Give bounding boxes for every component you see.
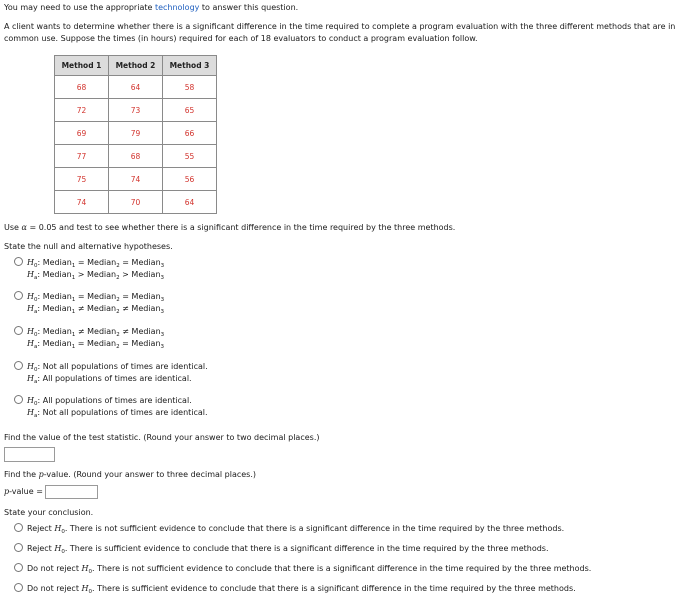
pvalue-label xyxy=(4,487,43,496)
subscript: 1 xyxy=(71,297,76,303)
table-cell: 73 xyxy=(109,99,163,122)
table-cell: 55 xyxy=(163,145,217,168)
table-row xyxy=(55,191,217,214)
h-symbol: H xyxy=(27,339,34,348)
subscript: 3 xyxy=(160,309,165,315)
alt-line xyxy=(27,374,192,383)
table-row xyxy=(55,122,217,145)
radio-button[interactable] xyxy=(14,523,23,532)
radio-button[interactable] xyxy=(14,257,23,266)
test-statistic-input[interactable] xyxy=(4,447,55,462)
subscript: 3 xyxy=(160,332,165,338)
operator: > xyxy=(122,270,129,279)
median-label: Median xyxy=(42,304,72,313)
radio-button[interactable] xyxy=(14,563,23,572)
table-cell: 58 xyxy=(163,76,217,99)
table-cell: 64 xyxy=(109,76,163,99)
pvalue-prompt-post: -value. (Round your answer to three decimal places.) xyxy=(43,470,257,479)
median-label: Median xyxy=(131,339,161,348)
subscript: 2 xyxy=(116,309,120,315)
null-line: $H_0$: Median$_1$ ≠ Median$_2$ ≠ Median$_3$ xyxy=(27,327,165,338)
option-text xyxy=(27,257,164,281)
table-cell: 56 xyxy=(163,168,217,191)
subscript: 0 xyxy=(88,589,92,595)
subscript: 0 xyxy=(33,297,38,303)
conclusion-post: . There is not sufficient evidence to conclude that there is a significant difference in the time required by the three methods. xyxy=(91,564,592,573)
subscript: 1 xyxy=(71,263,76,269)
technology-link[interactable]: technology xyxy=(154,3,200,12)
hypothesis-option-5[interactable] xyxy=(14,395,208,419)
alt-line xyxy=(27,408,208,417)
median-label: Median xyxy=(42,270,72,279)
median-label: Median xyxy=(42,339,72,348)
median-label: Median xyxy=(87,327,117,336)
subscript: a xyxy=(33,413,38,419)
option-text xyxy=(27,326,164,350)
alt-line: $H_a$: Median$_1$ = Median$_2$ = Median$_3$ xyxy=(27,339,165,350)
header-method-3: Method 3 xyxy=(163,56,217,76)
subscript: 2 xyxy=(116,275,120,281)
subscript: 3 xyxy=(160,344,165,350)
alpha-symbol: α xyxy=(21,223,27,232)
subscript: 1 xyxy=(71,309,76,315)
radio-button[interactable] xyxy=(14,326,23,335)
operator: = xyxy=(77,258,85,267)
table-row xyxy=(55,76,217,99)
hypothesis-option-2[interactable] xyxy=(14,291,164,315)
median-label: Median xyxy=(131,270,161,279)
median-label: Median xyxy=(131,327,161,336)
table-cell: 64 xyxy=(163,191,217,214)
alt-line: $H_a$: Median$_1$ > Median$_2$ > Median$_3$ xyxy=(27,270,165,281)
subscript: 3 xyxy=(160,263,165,269)
table-cell: 69 xyxy=(55,122,109,145)
subscript: 2 xyxy=(116,263,120,269)
null-line: $H_0$: Median$_1$ = Median$_2$ = Median$_3$ xyxy=(27,258,165,269)
conclusion-pre: Do not reject xyxy=(27,584,82,593)
median-label: Median xyxy=(131,304,161,313)
table-cell: 72 xyxy=(55,99,109,122)
header-method-1: Method 1 xyxy=(55,56,109,76)
subscript: 1 xyxy=(71,332,76,338)
table-cell: 70 xyxy=(109,191,163,214)
conclusion-option-1[interactable] xyxy=(14,523,564,533)
h-symbol: H xyxy=(81,584,89,593)
median-label: Median xyxy=(131,258,161,267)
null-line xyxy=(27,396,192,405)
radio-button[interactable] xyxy=(14,291,23,300)
hypothesis-option-1[interactable] xyxy=(14,257,164,281)
median-label: Median xyxy=(87,339,117,348)
h-symbol: H xyxy=(27,292,34,301)
table-cell: 68 xyxy=(109,145,163,168)
table-header-row xyxy=(55,56,217,76)
operator: = xyxy=(77,339,85,348)
median-label: Median xyxy=(131,292,161,301)
subscript: 1 xyxy=(71,344,76,350)
hypotheses-prompt: State the null and alternative hypotheses. xyxy=(4,242,173,251)
pvalue-prompt-pre: Find the xyxy=(4,470,39,479)
conclusion-post: . There is not sufficient evidence to conclude that there is a significant difference in the time required by the three methods. xyxy=(64,524,565,533)
pvalue-label-text: -value = xyxy=(9,487,43,496)
table-cell: 68 xyxy=(55,76,109,99)
subscript: 0 xyxy=(61,529,65,535)
table-cell: 75 xyxy=(55,168,109,191)
median-label: Median xyxy=(87,292,117,301)
table-cell: 74 xyxy=(109,168,163,191)
table-cell: 66 xyxy=(163,122,217,145)
option-text xyxy=(27,361,208,385)
subscript: 0 xyxy=(61,549,65,555)
problem-line-1: A client wants to determine whether there is a significant difference in the time required to complete a program evaluation with the three different methods that are in xyxy=(4,22,676,31)
p-symbol: p xyxy=(4,487,10,496)
h-symbol: H xyxy=(27,304,34,313)
radio-button[interactable] xyxy=(14,395,23,404)
subscript: 3 xyxy=(160,275,165,281)
times-table xyxy=(54,55,217,214)
alpha-pre: Use xyxy=(4,223,22,232)
median-label: Median xyxy=(87,258,117,267)
conclusion-option-2[interactable] xyxy=(14,543,549,553)
table-row xyxy=(55,145,217,168)
table-cell: 77 xyxy=(55,145,109,168)
operator: > xyxy=(77,270,85,279)
hypothesis-option-3[interactable] xyxy=(14,326,164,350)
radio-button[interactable] xyxy=(14,543,23,552)
null-line xyxy=(27,362,208,371)
hypothesis-option-4[interactable] xyxy=(14,361,208,385)
h-symbol: H xyxy=(27,270,34,279)
subscript: 0 xyxy=(33,401,38,407)
null-line: $H_0$: Median$_1$ = Median$_2$ = Median$_3$ xyxy=(27,292,165,303)
alt-line: $H_a$: Median$_1$ ≠ Median$_2$ ≠ Median$_3$ xyxy=(27,304,165,315)
radio-button[interactable] xyxy=(14,361,23,370)
subscript: 0 xyxy=(33,263,38,269)
problem-line-2: common use. Suppose the times (in hours) required for each of 18 evaluators to conduct a program evaluation follow. xyxy=(4,34,478,43)
subscript: 2 xyxy=(116,344,120,350)
operator: ≠ xyxy=(77,304,85,313)
alpha-line xyxy=(4,223,455,232)
operator: = xyxy=(122,258,129,267)
conclusion-pre: Do not reject xyxy=(27,564,82,573)
alt-text: : Not all populations of times are identical. xyxy=(37,408,208,417)
subscript: 0 xyxy=(33,332,38,338)
pvalue-prompt xyxy=(4,470,256,479)
conclusion-pre: Reject xyxy=(27,524,55,533)
radio-button[interactable] xyxy=(14,583,23,592)
pvalue-input[interactable] xyxy=(45,485,98,499)
conclusion-post: . There is sufficient evidence to conclude that there is a significant difference in the time required by the three methods. xyxy=(64,544,549,553)
h-symbol: H xyxy=(54,524,62,533)
subscript: 2 xyxy=(116,332,120,338)
subscript: 0 xyxy=(33,367,38,373)
alpha-post: = 0.05 and test to see whether there is a significant difference in the time required by the three methods. xyxy=(26,223,456,232)
h-symbol: H xyxy=(27,327,34,336)
table-row xyxy=(55,99,217,122)
operator: = xyxy=(122,339,129,348)
test-statistic-prompt: Find the value of the test statistic. (Round your answer to two decimal places.) xyxy=(4,433,320,442)
subscript: 3 xyxy=(160,297,165,303)
operator: ≠ xyxy=(122,327,129,336)
conclusion-option-3[interactable] xyxy=(14,563,591,573)
h-symbol: H xyxy=(27,362,34,371)
intro-line xyxy=(4,3,298,12)
median-label: Median xyxy=(42,258,72,267)
conclusion-option-4[interactable] xyxy=(14,583,576,593)
h-symbol: H xyxy=(27,408,34,417)
h-symbol: H xyxy=(27,374,34,383)
table-cell: 79 xyxy=(109,122,163,145)
option-text xyxy=(27,291,164,315)
subscript: a xyxy=(33,344,38,350)
table-row xyxy=(55,168,217,191)
conclusion-pre: Reject xyxy=(27,544,55,553)
operator: = xyxy=(77,292,85,301)
option-text xyxy=(27,395,208,419)
table-cell: 65 xyxy=(163,99,217,122)
operator: ≠ xyxy=(122,304,129,313)
conclusion-prompt: State your conclusion. xyxy=(4,508,94,517)
p-symbol: p xyxy=(38,470,44,479)
median-label: Median xyxy=(42,327,72,336)
null-text: : All populations of times are identical. xyxy=(37,396,192,405)
h-symbol: H xyxy=(27,258,34,267)
subscript: a xyxy=(33,379,38,385)
operator: = xyxy=(122,292,129,301)
subscript: a xyxy=(33,309,38,315)
header-method-2: Method 2 xyxy=(109,56,163,76)
h-symbol: H xyxy=(27,396,34,405)
table-cell: 74 xyxy=(55,191,109,214)
intro-text: You may need to use the appropriate xyxy=(4,3,155,12)
null-text: : Not all populations of times are identical. xyxy=(37,362,208,371)
subscript: 0 xyxy=(88,569,92,575)
operator: ≠ xyxy=(77,327,85,336)
median-label: Median xyxy=(87,270,117,279)
conclusion-post: . There is sufficient evidence to conclude that there is a significant difference in the time required by the three methods. xyxy=(91,584,576,593)
subscript: a xyxy=(33,275,38,281)
median-label: Median xyxy=(42,292,72,301)
h-symbol: H xyxy=(54,544,62,553)
h-symbol: H xyxy=(81,564,89,573)
subscript: 1 xyxy=(71,275,76,281)
alt-text: : All populations of times are identical. xyxy=(37,374,192,383)
subscript: 2 xyxy=(116,297,120,303)
median-label: Median xyxy=(87,304,117,313)
intro-text-end: to answer this question. xyxy=(199,3,299,12)
